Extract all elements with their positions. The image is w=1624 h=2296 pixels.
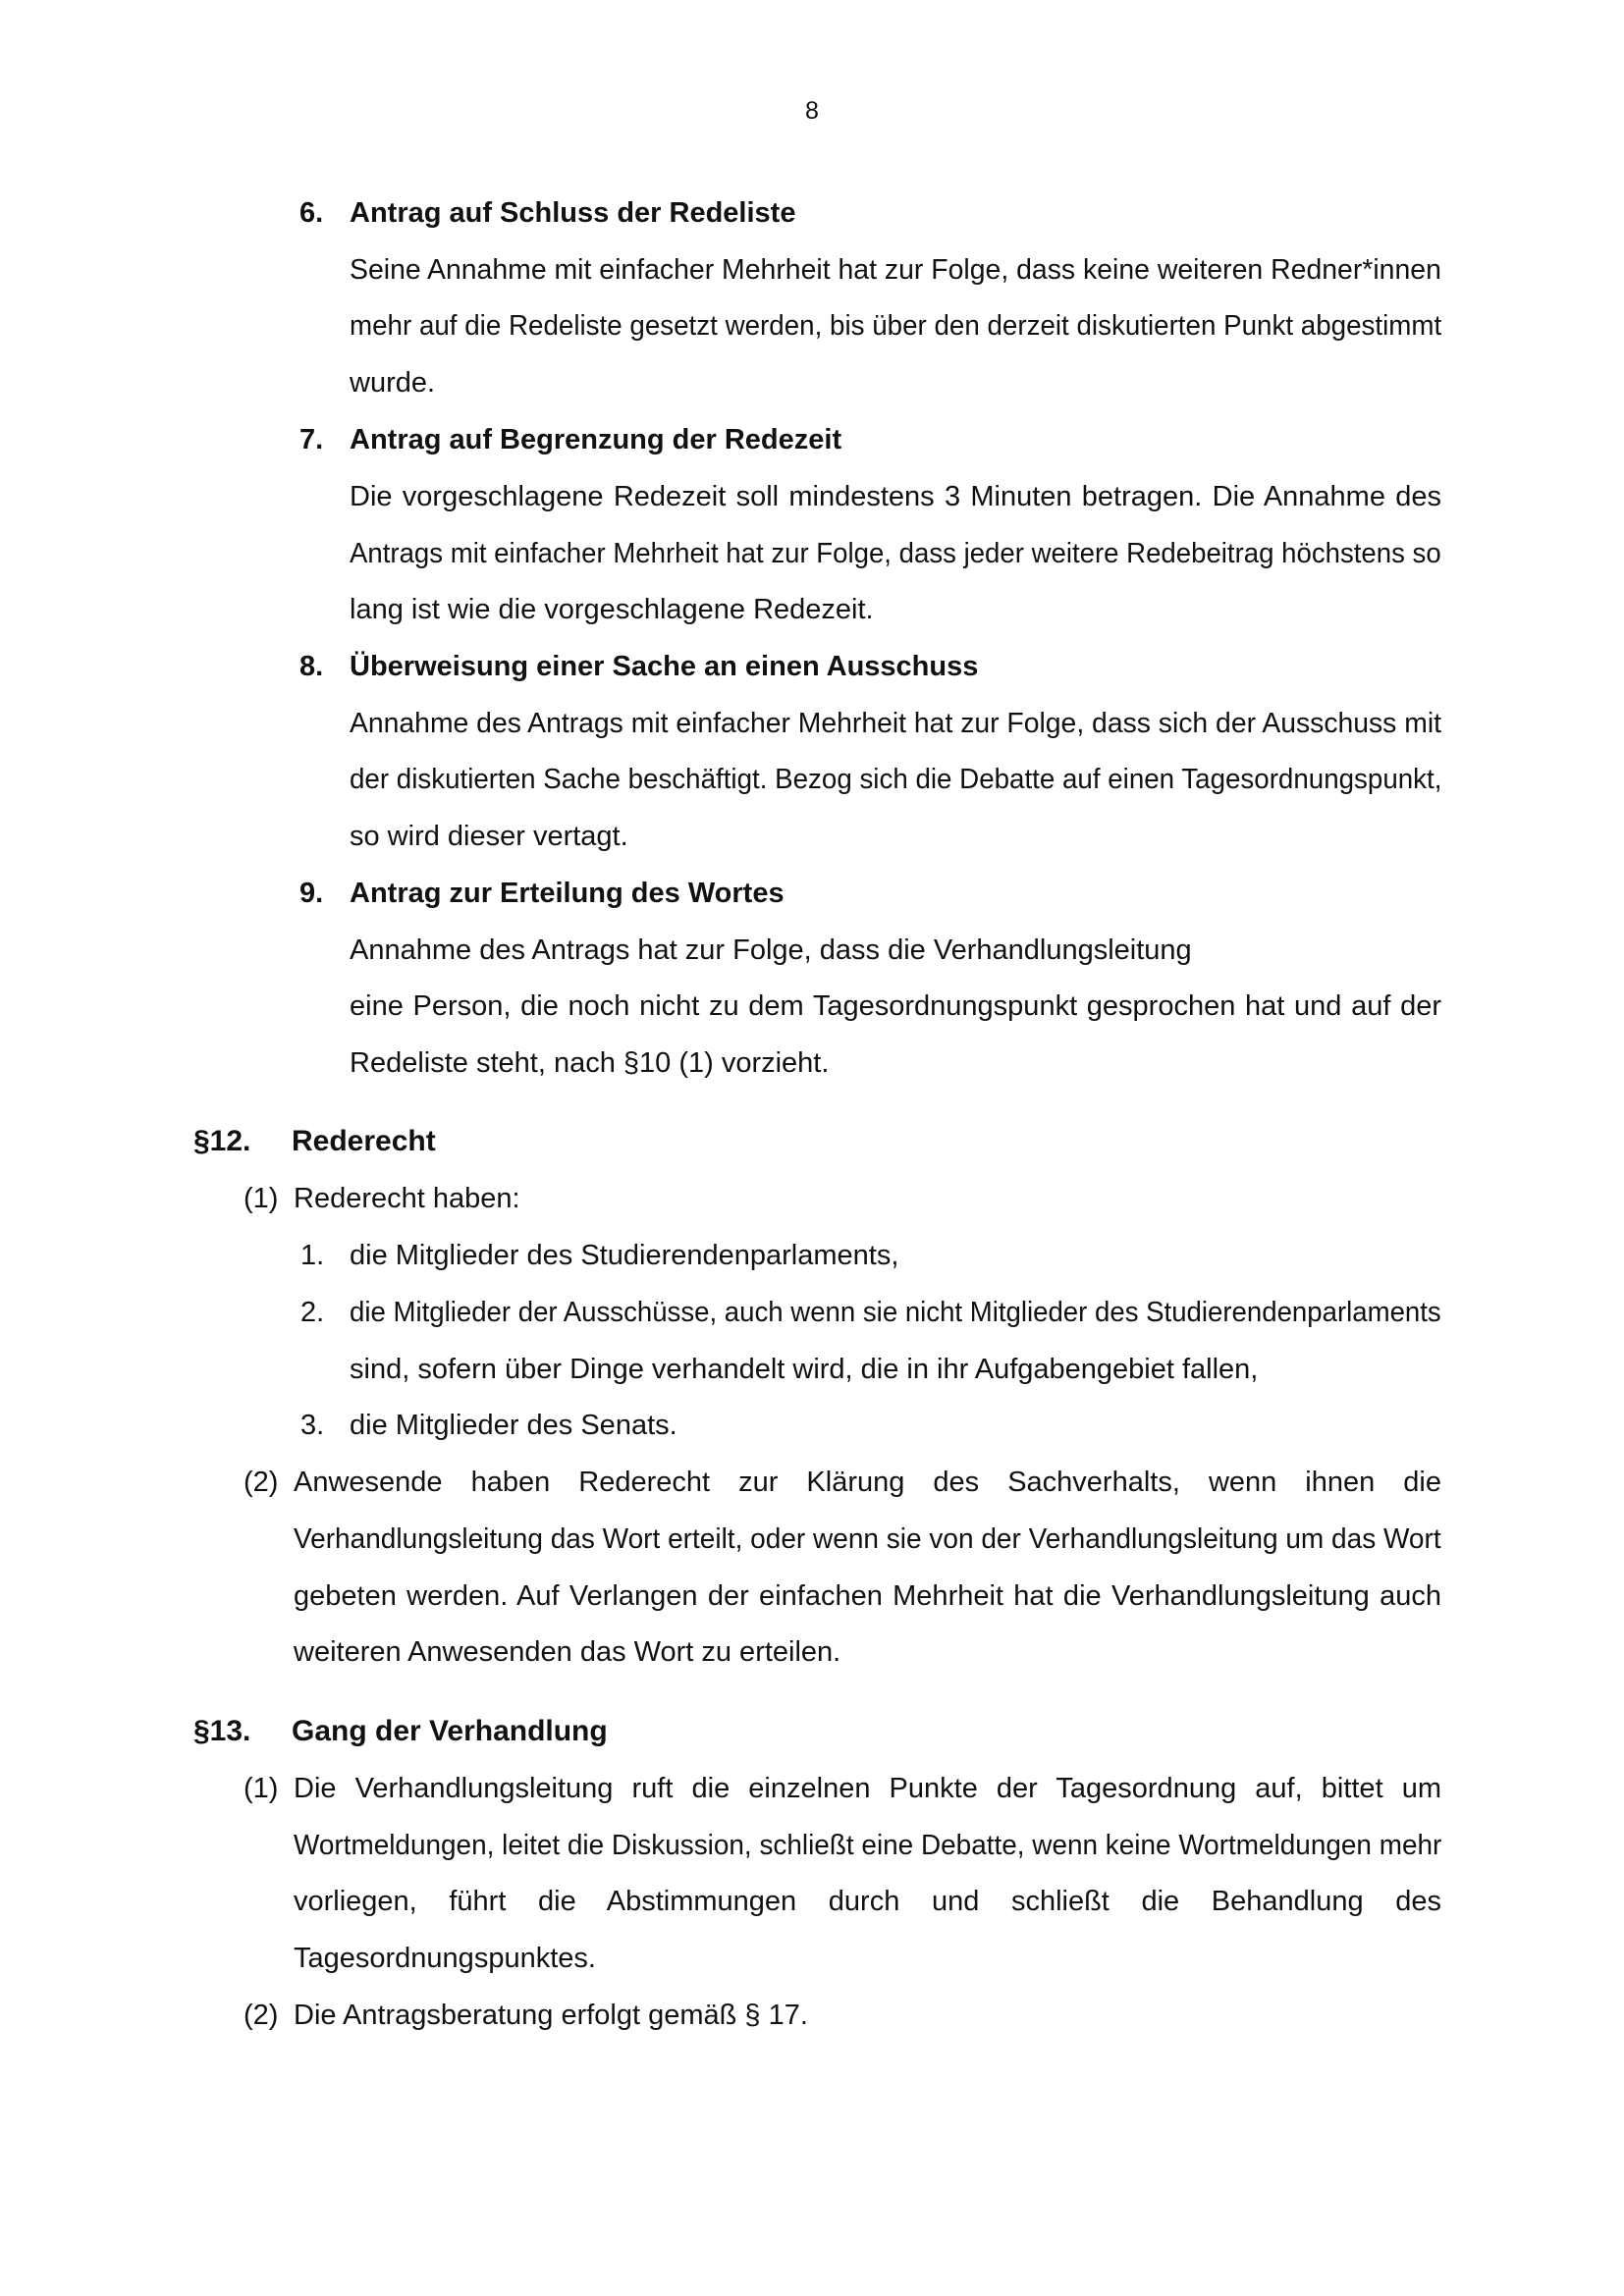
section-number: §12. [193, 1125, 251, 1157]
list-number: 7. [299, 424, 324, 455]
list-item-title: Überweisung einer Sache an einen Ausschuss [350, 651, 979, 682]
paragraph-number: (1) [244, 1183, 279, 1214]
body-line: Annahme des Antrags hat zur Folge, dass die Verhandlungsleitung [350, 934, 1192, 966]
body-line: Antrags mit einfacher Mehrheit hat zur Folge, dass jeder weitere Redebeitrag höchstens so [350, 538, 1441, 569]
body-line: der diskutierten Sache beschäftigt. Bezog sich die Debatte auf einen Tagesordnungspunkt, [350, 764, 1442, 795]
body-line: sind, sofern über Dinge verhandelt wird, die in ihr Aufgabengebiet fallen, [350, 1354, 1259, 1385]
body-line: Anwesende haben Rederecht zur Klärung des Sachverhalts, wenn ihnen die [294, 1467, 1441, 1498]
list-number: 6. [299, 197, 324, 229]
body-line: Verhandlungsleitung das Wort erteilt, oder wenn sie von der Verhandlungsleitung um das Wort [294, 1523, 1441, 1555]
body-line: Wortmeldungen, leitet die Diskussion, schließt eine Debatte, wenn keine Wortmeldungen mehr [294, 1830, 1442, 1861]
body-line: gebeten werden. Auf Verlangen der einfachen Mehrheit hat die Verhandlungsleitung auch [294, 1580, 1441, 1612]
list-number: 9. [299, 878, 324, 909]
body-line: Rederecht haben: [294, 1183, 520, 1214]
body-line: die Mitglieder des Senats. [350, 1410, 677, 1441]
section-title: Gang der Verhandlung [292, 1715, 608, 1747]
body-line: die Mitglieder der Ausschüsse, auch wenn sie nicht Mitglieder des Studierendenparlaments [350, 1297, 1441, 1328]
body-line: die Mitglieder des Studierendenparlaments, [350, 1240, 899, 1271]
body-line: vorliegen, führt die Abstimmungen durch und schließt die Behandlung des [294, 1886, 1441, 1917]
body-line: Die Antragsberatung erfolgt gemäß § 17. [294, 2000, 808, 2031]
body-line: mehr auf die Redeliste gesetzt werden, bis über den derzeit diskutierten Punkt abgestimmt [350, 310, 1442, 342]
body-line: Redeliste steht, nach §10 (1) vorzieht. [350, 1047, 830, 1079]
list-number: 1. [300, 1240, 325, 1271]
list-number: 2. [300, 1297, 325, 1328]
body-line: Seine Annahme mit einfacher Mehrheit hat zur Folge, dass keine weiteren Redner*innen [350, 254, 1441, 286]
paragraph-number: (2) [244, 1467, 279, 1498]
body-line: Die Verhandlungsleitung ruft die einzelnen Punkte der Tagesordnung auf, bittet um [294, 1773, 1441, 1804]
paragraph-number: (1) [244, 1773, 279, 1804]
section-title: Rederecht [292, 1125, 436, 1157]
paragraph-number: (2) [244, 2000, 279, 2031]
body-line: weiteren Anwesenden das Wort zu erteilen. [294, 1636, 841, 1668]
body-line: Die vorgeschlagene Redezeit soll mindestens 3 Minuten betragen. Die Annahme des [350, 481, 1441, 512]
list-item-title: Antrag auf Schluss der Redeliste [350, 197, 796, 229]
list-number: 3. [300, 1410, 325, 1441]
body-line: Annahme des Antrags mit einfacher Mehrheit hat zur Folge, dass sich der Ausschuss mit [350, 708, 1441, 739]
body-line: eine Person, die noch nicht zu dem Tagesordnungspunkt gesprochen hat und auf der [350, 990, 1441, 1022]
list-item-title: Antrag zur Erteilung des Wortes [350, 878, 785, 909]
body-line: wurde. [350, 367, 436, 399]
body-line: so wird dieser vertagt. [350, 821, 628, 852]
page-number: 8 [805, 97, 819, 125]
list-number: 8. [299, 651, 324, 682]
body-line: lang ist wie die vorgeschlagene Redezeit. [350, 594, 874, 625]
list-item-title: Antrag auf Begrenzung der Redezeit [350, 424, 842, 455]
section-number: §13. [193, 1715, 251, 1747]
body-line: Tagesordnungspunktes. [294, 1943, 596, 1974]
